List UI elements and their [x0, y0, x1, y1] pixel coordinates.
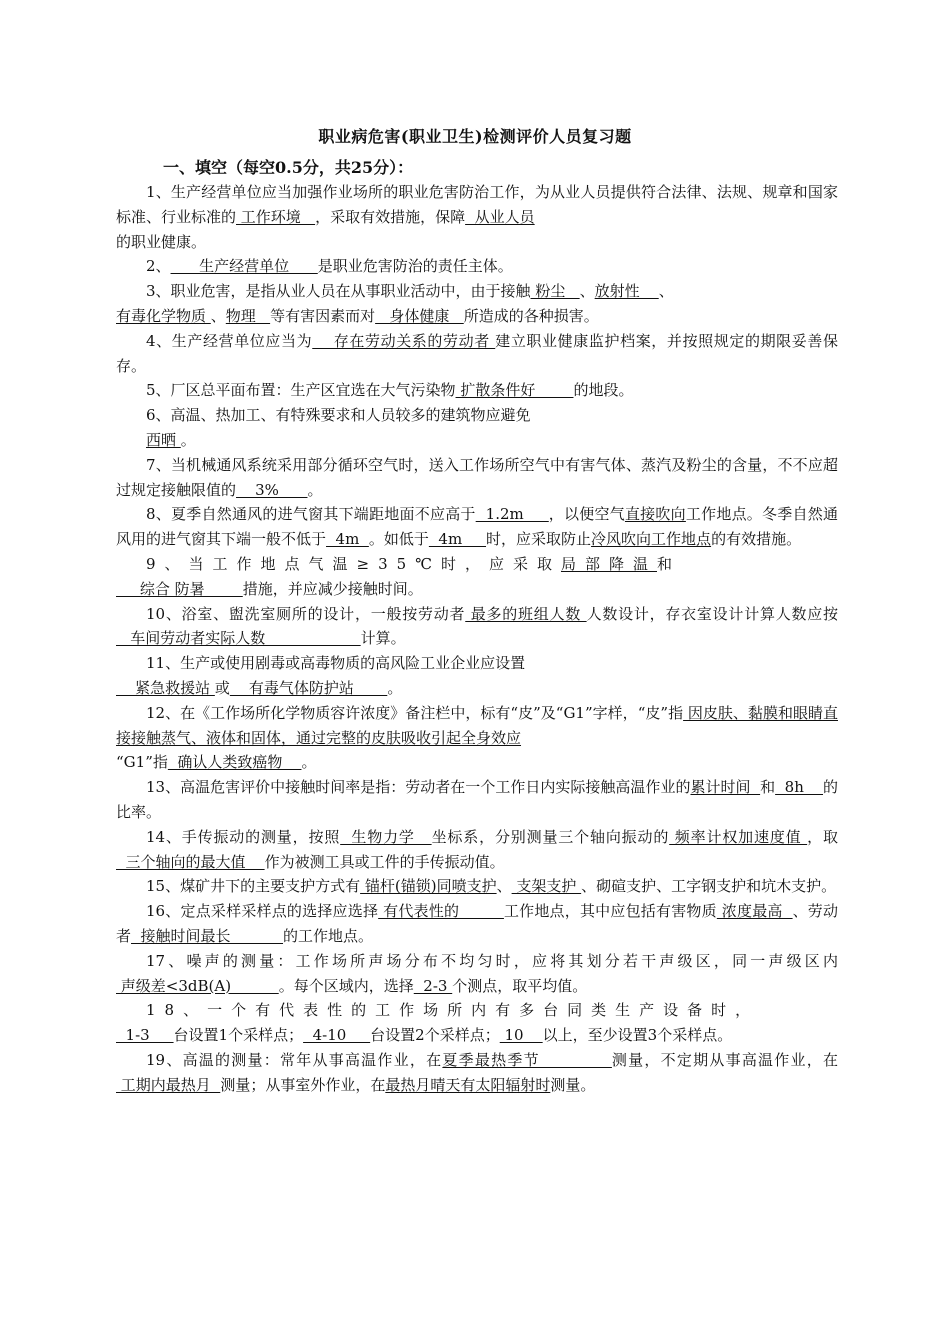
answer-blank: 综合 防暑	[116, 579, 243, 598]
answer-blank: 最多的班组人数	[465, 604, 587, 623]
question-18-cont: 1-3 台设置1个采样点； 4-10 台设置2个采样点； 10 以上，至少设置3个采样点。	[116, 1026, 733, 1045]
question-7: 7、当机械通风系统采用部分循环空气时，送入工作场所空气中有害气体、蒸汽及粉尘的含量，不不应超过规定接触限值的 3% 。	[116, 455, 838, 499]
question-11-cont: 紧急救援站 或 有毒气体防护站 。	[116, 678, 403, 697]
answer-blank: 有毒化学物质	[116, 306, 211, 325]
answer-blank: 工期内最热月	[116, 1075, 221, 1094]
answer-blank: 支架支护	[511, 877, 582, 896]
question-13: 13、高温危害评价中接触时间率是指：劳动者在一个工作日内实际接触高温作业的累计时间 和 8h 的比率。	[116, 778, 839, 821]
answer-blank: 生物力学	[340, 827, 432, 846]
question-12-cont: “G1”指 确认人类致癌物 。	[116, 753, 317, 772]
answer-blank: 累计时间	[690, 778, 761, 797]
answer-blank: 西晒	[146, 430, 181, 449]
answer-blank: 有毒气体防护站	[229, 678, 388, 697]
answer-blank: 冷风吹向工作地点	[591, 530, 712, 549]
answer-blank: 声级差<3dB(A)	[116, 976, 279, 995]
answer-blank: 放射性	[594, 282, 659, 301]
question-1-cont: 的职业健康。	[116, 232, 207, 251]
question-11: 11、生产或使用剧毒或高毒物质的高风险工业企业应设置	[146, 654, 526, 673]
question-8: 8、夏季自然通风的进气窗其下端距地面不应高于 1.2m ，以便空气直接吹向工作地点。冬季自然通风用的进气窗其下端一般不低于 4m 。如低于 4m 时，应采取防止冷风吹向工作地点的有效措施。	[116, 505, 838, 549]
answer-blank: 有代表性的	[378, 902, 504, 921]
question-9-cont: 综合 防暑 措施，并应减少接触时间。	[116, 579, 423, 598]
question-6-cont: 西晒 。	[146, 430, 196, 449]
answer-blank: 1.2m	[475, 505, 549, 524]
question-3-cont: 有毒化学物质 、物理 等有害因素而对 身体健康 所造成的各种损害。	[116, 306, 599, 325]
answer-blank: 1-3	[116, 1026, 174, 1045]
answer-blank: 紧急救援站	[116, 678, 215, 697]
question-1: 1、生产经营单位应当加强作业场所的职业危害防治工作，为从业人员提供符合法律、法规、规章和国家标准、行业标准的 工作环境 ，采取有效措施，保障 从业人员	[116, 183, 838, 226]
answer-blank: 频率计权加速度值	[669, 827, 808, 846]
question-16: 16、定点采样采样点的选择应选择 有代表性的 工作地点，其中应包括有害物质 浓度最高 、劳动者 接触时间最长 的工作地点。	[116, 902, 838, 945]
answer-blank: 8h	[775, 778, 823, 797]
question-9: 9、当工作地点气温≥35℃时，应采取局部降温和	[146, 554, 673, 573]
answer-blank: 从业人员	[465, 207, 535, 226]
answer-blank: 扩散条件好	[455, 381, 574, 400]
answer-blank: 4m	[326, 530, 369, 549]
answer-blank: 直接吹向	[624, 505, 686, 524]
question-15: 15、煤矿井下的主要支护方式有 锚杆(锚锁)同喷支护、 支架支护 、砌碹支护、工字钢支护和坑木支护。	[146, 877, 837, 896]
question-12: 12、在《工作场所化学物质容许浓度》备注栏中，标有“皮”及“G1”字样，“皮”指 因皮肤、黏膜和眼睛直接接触蒸气、液体和固体，通过完整的皮肤吸收引起全身效应	[116, 703, 838, 747]
answer-blank: 物理	[225, 306, 271, 325]
answer-blank: 4m	[428, 530, 487, 549]
question-5: 5、厂区总平面布置：生产区宜选在大气污染物 扩散条件好 的地段。	[146, 381, 634, 400]
answer-blank: 粉尘	[530, 282, 580, 301]
answer-blank: 存在劳动关系的劳动者	[312, 331, 496, 350]
question-list	[116, 180, 838, 1097]
question-17: 17、噪声的测量：工作场所声场分布不均匀时，应将其划分若干声级区，同一声级区内 声级差<3dB(A) 。每个区域内，选择 2-3 个测点，取平均值。	[116, 951, 838, 995]
answer-blank: 因皮肤、黏膜和眼睛直接接触蒸气、液体和固体，通过完整的皮肤吸收引起全身效应	[116, 703, 838, 747]
answer-blank: 4-10	[303, 1026, 371, 1045]
answer-blank: 身体健康	[375, 306, 464, 325]
question-10: 10、浴室、盥洗室厕所的设计，一般按劳动者 最多的班组人数 人数设计，存衣室设计计算人数应按 车间劳动者实际人数 计算。	[116, 604, 838, 648]
answer-blank: 最热月晴天有太阳辐射时	[385, 1075, 551, 1094]
answer-blank: 车间劳动者实际人数	[116, 629, 361, 648]
answer-blank: 夏季最热季节	[442, 1050, 612, 1069]
section-heading: 一、填空（每空0.5分，共25分）：	[163, 158, 414, 177]
question-2: 2、 生产经营单位 是职业危害防治的责任主体。	[146, 257, 513, 276]
question-3: 3、职业危害，是指从业人员在从事职业活动中，由于接触 粉尘 、放射性 、	[146, 282, 674, 301]
question-18: 18、一个有代表性的工作场所内有多台同类生产设备时，	[146, 1001, 760, 1020]
question-14: 14、手传振动的测量，按照 生物力学 坐标系，分别测量三个轴向振动的 频率计权加速度值 ，取 三个轴向的最大值 作为被测工具或工件的手传振动值。	[116, 827, 838, 871]
question-19: 19、高温的测量：常年从事高温作业，在夏季最热季节 测量，不定期从事高温作业，在 工期内最热月 测量；从事室外作业，在最热月晴天有太阳辐射时测量。	[116, 1050, 839, 1094]
answer-blank: 2-3	[413, 976, 453, 995]
answer-blank: 工作环境	[236, 207, 316, 226]
question-6: 6、高温、热加工、有特殊要求和人员较多的建筑物应避免	[146, 406, 531, 425]
answer-blank: 生产经营单位	[170, 257, 318, 276]
answer-blank: 浓度最高	[716, 902, 793, 921]
answer-blank: 3%	[236, 480, 308, 499]
answer-blank: 接触时间最长	[131, 926, 284, 945]
answer-blank: 10	[499, 1026, 543, 1045]
answer-blank: 锚杆(锚锁)同喷支护	[360, 877, 497, 896]
answer-blank: 三个轴向的最大值	[116, 852, 265, 871]
answer-blank: 局部降温	[560, 554, 657, 573]
answer-blank: 确认人类致癌物	[167, 753, 302, 772]
question-4: 4、生产经营单位应当为 存在劳动关系的劳动者 建立职业健康监护档案，并按照规定的期限妥善保存。	[116, 331, 838, 375]
document-title: 职业病危害(职业卫生)检测评价人员复习题	[318, 127, 632, 146]
